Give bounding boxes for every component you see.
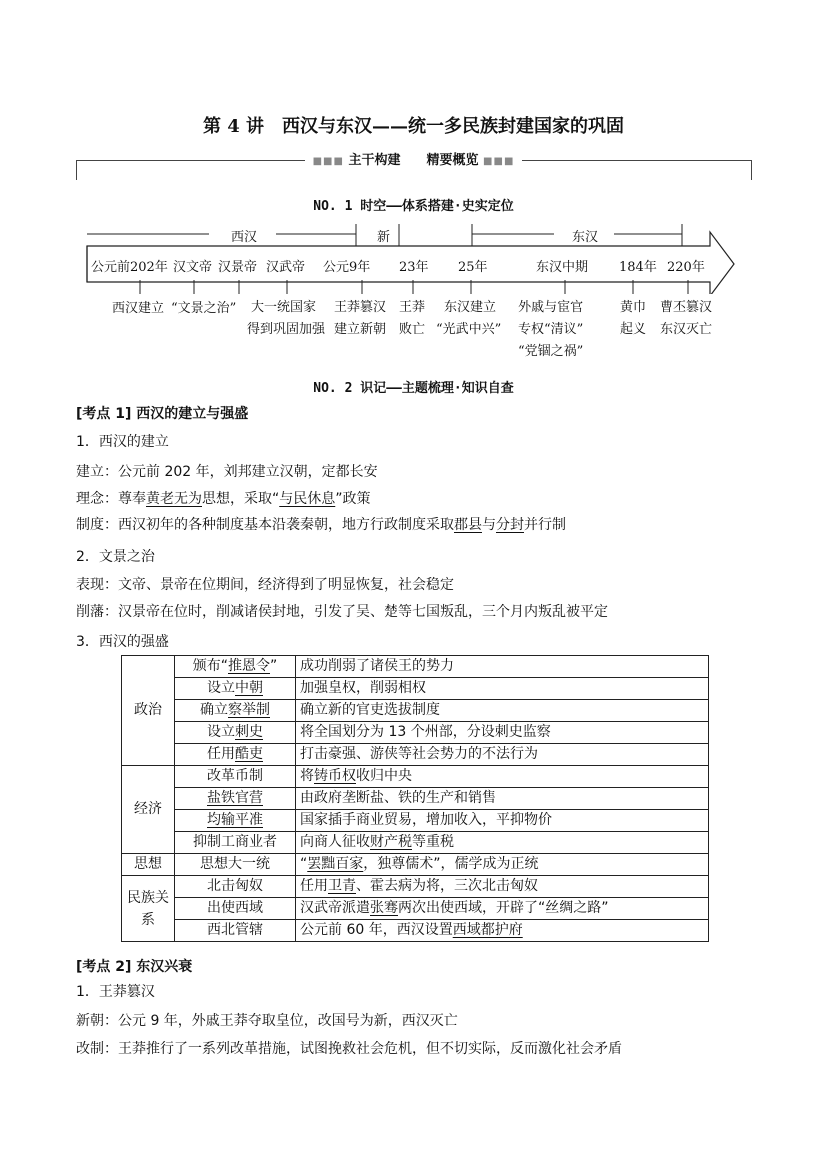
row-desc: 确立新的官吏选拔制度 [296,700,709,722]
row-item: 改革币制 [175,766,296,788]
row-item: 设立刺史 [175,722,296,744]
table-row [122,678,709,700]
event-east-han-l1: 东汉建立 [444,300,497,315]
table-row [122,832,709,854]
row-desc: 国家插手商业贸易，增加收入，平抑物价 [296,810,709,832]
row-desc: 任用卫青、霍去病为将，三次北击匈奴 [296,876,709,898]
date-wendi: 汉文帝 [173,260,213,275]
table-row [122,656,709,678]
date-184ad: 184年 [619,260,657,275]
event-unification-l2: 得到巩固加强 [247,322,326,337]
event-yellow-turban-l1: 黄巾 [620,300,647,315]
kp1-l2a: 理念：尊奉 [76,491,146,507]
cat-politics: 政治 [122,656,175,766]
row-desc: 将全国划分为 13 个州部，分设刺史监察 [296,722,709,744]
page-title: 第 4 讲 西汉与东汉——统一多民族封建国家的巩固 [202,116,625,137]
no1-heading: NO. 1 时空——体系搭建·史实定位 [313,199,514,214]
date-mid-east-han: 东汉中期 [536,260,589,275]
row-item: 颁布“推恩令” [175,656,296,678]
kp1-s1: 1．西汉的建立 [76,434,169,450]
cat-economy: 经济 [122,766,175,854]
banner-left-label: 主干构建 [348,153,401,168]
event-han-fall-l2: 东汉灭亡 [660,322,713,337]
event-eunuchs-l2: 专权“清议” [518,322,584,337]
kp1-s3: 3．西汉的强盛 [76,634,169,650]
event-wangmang-l1: 王莽篡汉 [334,300,387,315]
kp1-l2 [76,488,371,508]
table-row [122,766,709,788]
row-desc: 将铸币权收归中央 [296,766,709,788]
kp2-l2: 改制：王莽推行了一系列改革措施，试图挽救社会危机，但不切实际，反而激化社会矛盾 [76,1041,622,1057]
kp1-l3a: 制度：西汉初年的各种制度基本沿袭秦朝，地方行政制度采取 [76,517,454,533]
cat-ethnic: 民族关系 [122,876,175,942]
event-east-han-l2: “光武中兴” [436,322,502,337]
row-desc: 打击豪强、游侠等社会势力的不法行为 [296,744,709,766]
no2-heading: NO. 2 识记——主题梳理·知识自查 [313,381,514,396]
event-wangmang-fall-l1: 王莽 [399,300,426,315]
date-25ad: 25年 [458,260,488,275]
kp1-l2c: 思想，采取“ [202,491,280,507]
date-23ad: 23年 [399,260,429,275]
event-han-fall [660,297,712,341]
west-han-table [121,655,709,942]
kp2-heading: [考点 2] 东汉兴衰 [76,959,193,975]
period-west-han: 西汉 [231,230,258,245]
period-xin: 新 [377,230,391,245]
kp2-s1: 1．王莽篡汉 [76,984,155,1000]
row-desc: 加强皇权，削弱相权 [296,678,709,700]
kp1-l2b: 黄老无为 [146,491,202,507]
kp1-l5: 削藩：汉景帝在位时，削减诸侯封地，引发了吴、楚等七国叛乱，三个月内叛乱被平定 [76,604,608,620]
row-desc: 向商人征收财产税等重税 [296,832,709,854]
kp1-heading: [考点 1] 西汉的建立与强盛 [76,406,249,422]
kp1-l3c: 与 [482,517,496,533]
event-wangmang-l2: 建立新朝 [334,322,387,337]
table-row [122,898,709,920]
event-eunuchs [518,297,583,363]
table-row [122,854,709,876]
event-wenjing: “文景之治” [171,301,237,316]
table-row [122,788,709,810]
table-row [122,744,709,766]
row-item: 西北管辖 [175,920,296,942]
row-item: 均输平准 [175,810,296,832]
date-202bc: 公元前202年 [91,260,168,275]
row-item: 任用酷吏 [175,744,296,766]
date-wudi: 汉武帝 [266,260,306,275]
event-yellow-turban [620,297,646,341]
kp1-l4: 表现：文帝、景帝在位期间，经济得到了明显恢复，社会稳定 [76,577,454,593]
event-yellow-turban-l2: 起义 [620,322,647,337]
kp1-l2e: ”政策 [335,491,371,507]
kp2-l1: 新朝：公元 9 年，外戚王莽夺取皇位，改国号为新，西汉灭亡 [76,1013,458,1029]
row-item: 盐铁官营 [175,788,296,810]
event-han-fall-l1: 曹丕篡汉 [660,300,713,315]
row-desc: 汉武帝派遣张骞两次出使西域，开辟了“丝绸之路” [296,898,709,920]
table-row [122,810,709,832]
event-eunuchs-l1: 外戚与宦官 [518,300,584,315]
row-item: 确立察举制 [175,700,296,722]
event-eunuchs-l3: “党锢之祸” [518,344,584,359]
row-desc: 公元前 60 年，西汉设置西域都护府 [296,920,709,942]
event-wangmang-fall-l2: 败亡 [399,322,426,337]
kp1-l3e: 并行制 [524,517,566,533]
table-row [122,876,709,898]
kp1-s2: 2．文景之治 [76,549,155,565]
kp1-l3 [76,514,566,534]
row-item: 出使西域 [175,898,296,920]
row-desc: 成功削弱了诸侯王的势力 [296,656,709,678]
date-220ad: 220年 [667,260,705,275]
kp1-l3b: 郡县 [454,517,482,533]
period-east-han: 东汉 [572,230,599,245]
row-desc: “罢黜百家，独尊儒术”，儒学成为正统 [296,854,709,876]
cat-thought: 思想 [122,854,175,876]
event-wangmang [334,297,386,341]
banner-right-label: 精要概览 [426,153,479,168]
row-desc: 由政府垄断盐、铁的生产和销售 [296,788,709,810]
row-item: 抑制工商业者 [175,832,296,854]
table-row [122,700,709,722]
event-east-han-founded [436,297,502,341]
event-west-han-founded: 西汉建立 [112,301,165,316]
kp1-l3d: 分封 [496,517,524,533]
event-unification-l1: 大一统国家 [251,300,317,315]
row-item: 设立中朝 [175,678,296,700]
event-wangmang-fall [399,297,425,341]
table-row [122,722,709,744]
kp1-l2d: 与民休息 [279,491,336,507]
section-banner: ■■■ 主干构建 精要概览 ■■■ [0,149,827,168]
row-item: 北击匈奴 [175,876,296,898]
event-unification [247,297,326,341]
date-9ad: 公元9年 [323,260,371,275]
row-item: 思想大一统 [175,854,296,876]
kp1-l1: 建立：公元前 202 年，刘邦建立汉朝，定都长安 [76,464,378,480]
table-row [122,920,709,942]
date-jingdi: 汉景帝 [218,260,258,275]
